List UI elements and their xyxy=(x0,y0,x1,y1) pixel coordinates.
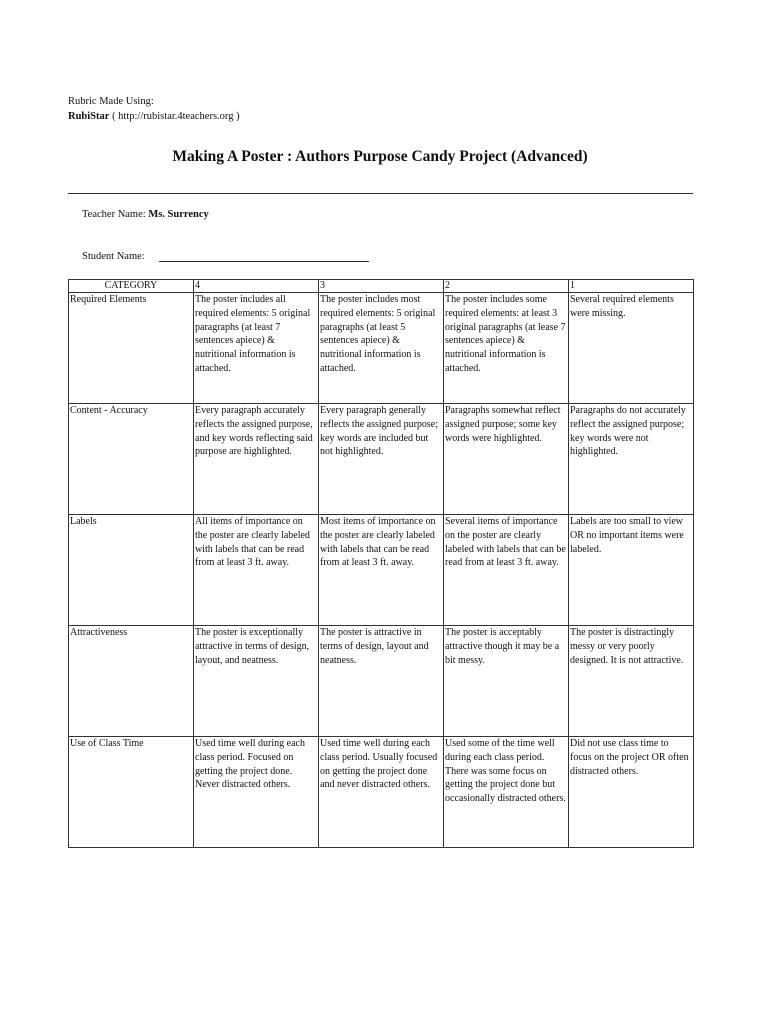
table-header-row xyxy=(69,280,694,293)
table-cell: Used some of the time well during each class period. There was some focus on getting the project done but occasionally distracted others. xyxy=(444,737,569,848)
table-cell: Every paragraph generally reflects the assigned purpose; key words are included but not highlighted. xyxy=(319,404,444,515)
rubric-table xyxy=(68,279,694,848)
header-score-4: 4 xyxy=(194,280,319,293)
table-cell: Labels are too small to view OR no important items were labeled. xyxy=(569,515,694,626)
table-cell: Several required elements were missing. xyxy=(569,293,694,404)
row-category: Attractiveness xyxy=(69,626,194,737)
made-using-label: Rubric Made Using: xyxy=(68,96,154,107)
table-cell: All items of importance on the poster are clearly labeled with labels that can be read from at least 3 ft. away. xyxy=(194,515,319,626)
table-cell: Several items of importance on the poster are clearly labeled with labels that can be read from at least 3 ft. away. xyxy=(444,515,569,626)
header-score-3: 3 xyxy=(319,280,444,293)
table-row xyxy=(69,293,694,404)
rubistar-credit xyxy=(68,109,240,124)
teacher-name-value: Ms. Surrency xyxy=(148,209,209,220)
table-cell: Paragraphs somewhat reflect assigned purpose; some key words were highlighted. xyxy=(444,404,569,515)
table-cell: The poster is acceptably attractive though it may be a bit messy. xyxy=(444,626,569,737)
rubistar-url: ( http://rubistar.4teachers.org ) xyxy=(112,111,240,122)
header-score-2: 2 xyxy=(444,280,569,293)
rubistar-brand: RubiStar xyxy=(68,111,110,122)
table-cell: The poster includes all required elements: 5 original paragraphs (at least 7 sentences apiece) & nutritional information is attached. xyxy=(194,293,319,404)
row-category: Use of Class Time xyxy=(69,737,194,848)
student-name-line xyxy=(82,251,369,262)
table-row xyxy=(69,737,694,848)
table-cell: Used time well during each class period. Focused on getting the project done. Never distracted others. xyxy=(194,737,319,848)
row-category: Labels xyxy=(69,515,194,626)
divider xyxy=(68,193,693,194)
row-category: Required Elements xyxy=(69,293,194,404)
table-cell: The poster is attractive in terms of design, layout and neatness. xyxy=(319,626,444,737)
table-cell: Most items of importance on the poster are clearly labeled with labels that can be read from at least 3 ft. away. xyxy=(319,515,444,626)
table-cell: Did not use class time to focus on the project OR often distracted others. xyxy=(569,737,694,848)
header-score-1: 1 xyxy=(569,280,694,293)
teacher-name-line xyxy=(82,209,209,220)
table-cell: The poster is exceptionally attractive in terms of design, layout, and neatness. xyxy=(194,626,319,737)
header-category: CATEGORY xyxy=(69,280,194,293)
row-category: Content - Accuracy xyxy=(69,404,194,515)
table-row xyxy=(69,626,694,737)
rubric-credit xyxy=(68,94,240,124)
table-cell: Used time well during each class period. Usually focused on getting the project done and never distracted others. xyxy=(319,737,444,848)
table-row xyxy=(69,515,694,626)
table-cell: The poster is distractingly messy or very poorly designed. It is not attractive. xyxy=(569,626,694,737)
student-name-label: Student Name: xyxy=(82,251,145,262)
table-row xyxy=(69,404,694,515)
teacher-name-label: Teacher Name: xyxy=(82,209,146,220)
table-cell: Every paragraph accurately reflects the assigned purpose, and key words reflecting said purpose are highlighted. xyxy=(194,404,319,515)
table-cell: The poster includes some required elements: at least 3 original paragraphs (at lease 7 sentences apiece) & nutritional information is attached. xyxy=(444,293,569,404)
student-name-blank xyxy=(159,251,369,262)
table-cell: The poster includes most required elements: 5 original paragraphs (at least 5 sentences apiece) & nutritional information is attached. xyxy=(319,293,444,404)
page-title: Making A Poster : Authors Purpose Candy Project (Advanced) xyxy=(172,148,588,165)
table-cell: Paragraphs do not accurately reflect the assigned purpose; key words were not highlighted. xyxy=(569,404,694,515)
